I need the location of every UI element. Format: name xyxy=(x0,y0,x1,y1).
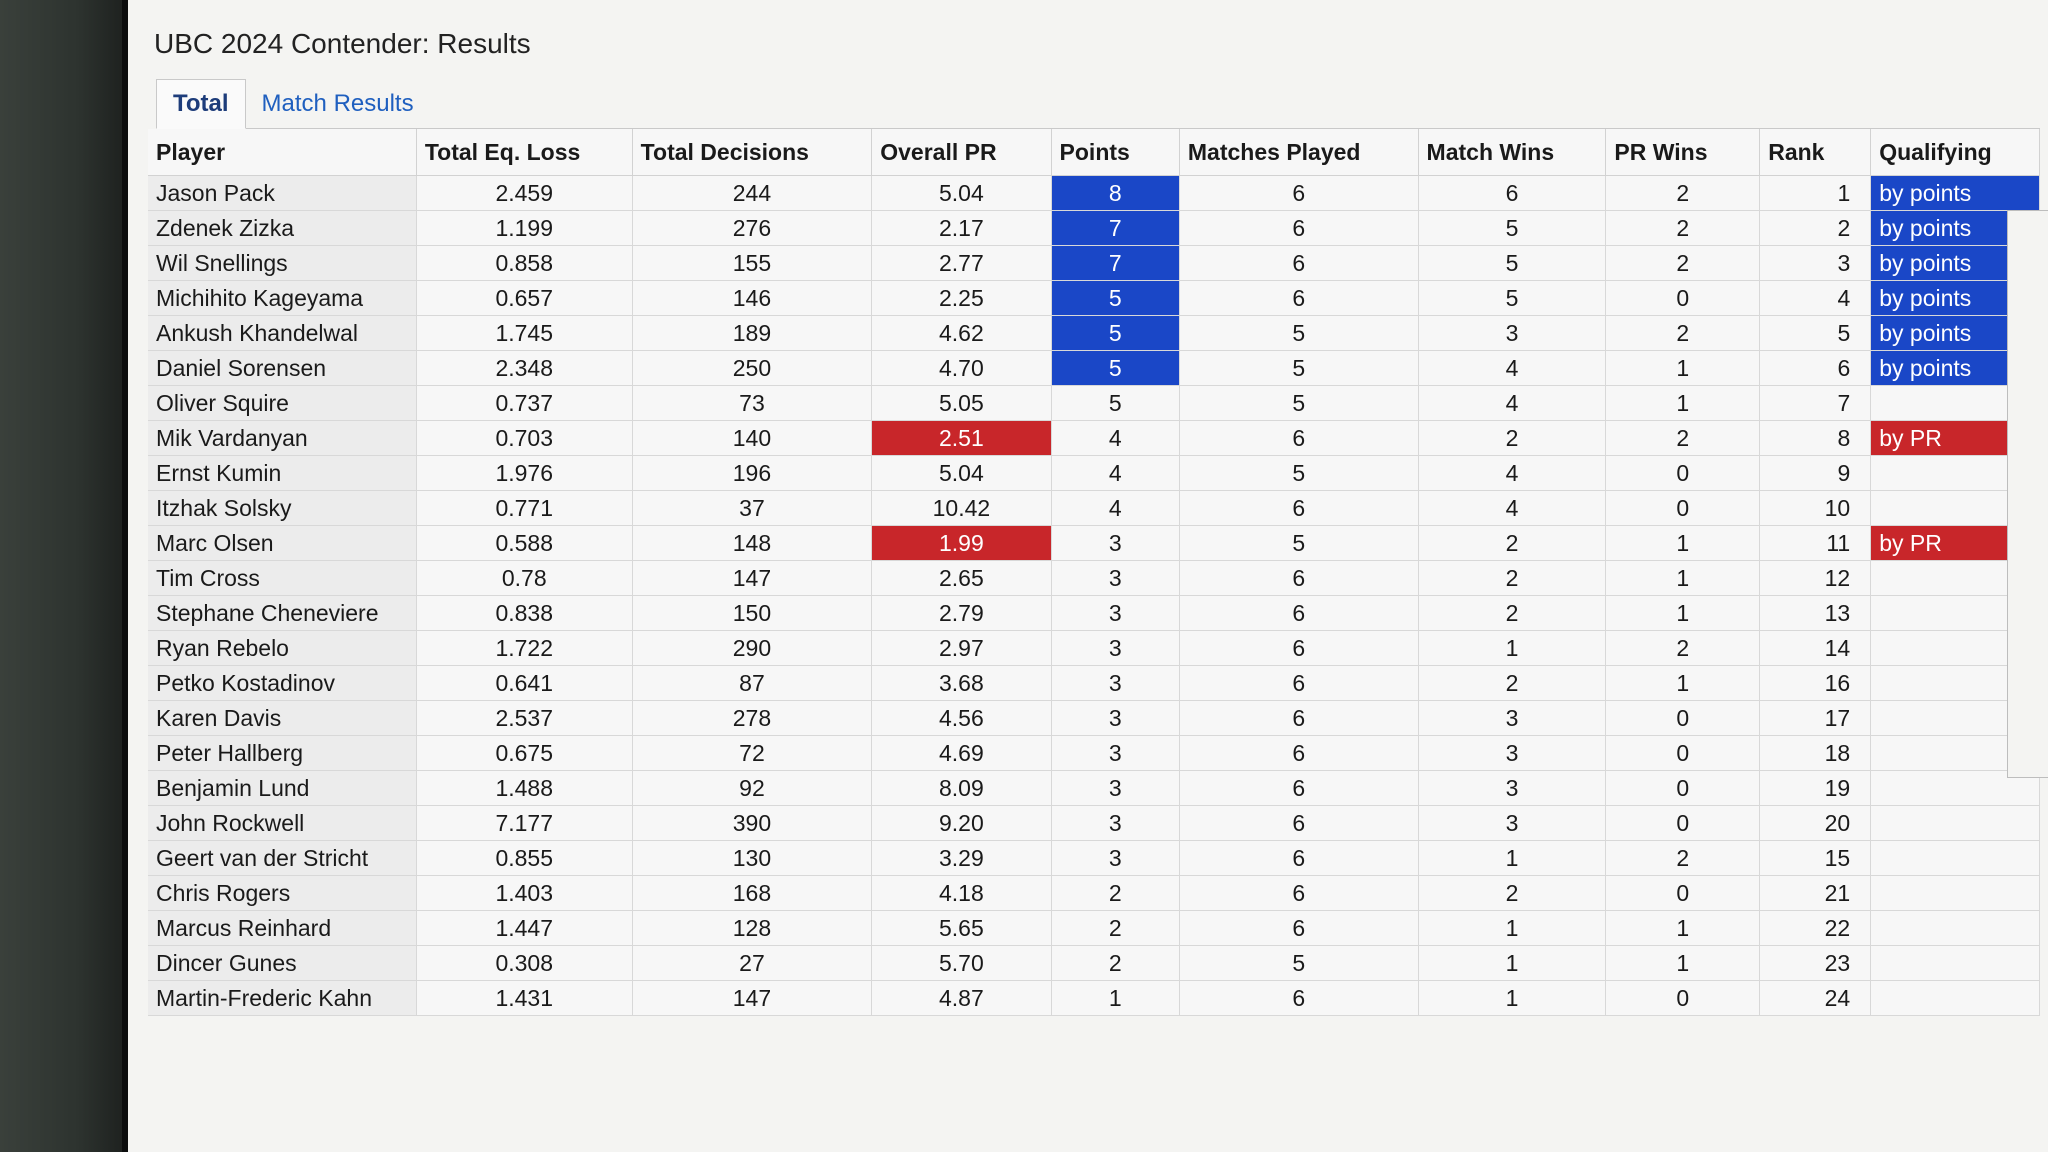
matches-played-cell: 5 xyxy=(1179,316,1418,351)
total-decisions-cell: 244 xyxy=(632,176,872,211)
pr-wins-cell: 2 xyxy=(1606,841,1760,876)
total-decisions-cell: 147 xyxy=(632,981,872,1016)
overall-pr-cell: 2.65 xyxy=(872,561,1051,596)
table-row[interactable] xyxy=(148,386,2040,421)
match-wins-cell: 4 xyxy=(1418,491,1606,526)
match-wins-cell: 2 xyxy=(1418,561,1606,596)
rank-cell: 20 xyxy=(1760,806,1871,841)
matches-played-cell: 5 xyxy=(1179,526,1418,561)
total-eq-loss-cell: 1.488 xyxy=(416,771,632,806)
qualifying-cell xyxy=(1871,806,2040,841)
points-cell: 3 xyxy=(1051,806,1179,841)
player-cell: Ryan Rebelo xyxy=(148,631,416,666)
rank-cell: 16 xyxy=(1760,666,1871,701)
overall-pr-cell: 3.29 xyxy=(872,841,1051,876)
rank-cell: 13 xyxy=(1760,596,1871,631)
qualifying-cell: by points xyxy=(1871,176,2040,211)
matches-played-cell: 5 xyxy=(1179,351,1418,386)
table-row[interactable] xyxy=(148,771,2040,806)
pr-wins-cell: 2 xyxy=(1606,176,1760,211)
overall-pr-cell: 2.25 xyxy=(872,281,1051,316)
player-cell: Chris Rogers xyxy=(148,876,416,911)
points-cell: 5 xyxy=(1051,386,1179,421)
rank-cell: 18 xyxy=(1760,736,1871,771)
pr-wins-cell: 1 xyxy=(1606,351,1760,386)
pr-wins-cell: 0 xyxy=(1606,876,1760,911)
total-eq-loss-cell: 0.855 xyxy=(416,841,632,876)
table-row[interactable] xyxy=(148,561,2040,596)
qualifying-cell: by points xyxy=(1871,351,2040,386)
total-eq-loss-cell: 1.447 xyxy=(416,911,632,946)
col-header-matches-played[interactable]: Matches Played xyxy=(1179,129,1418,176)
tab-bar xyxy=(156,74,2040,129)
pr-wins-cell: 1 xyxy=(1606,561,1760,596)
match-wins-cell: 2 xyxy=(1418,526,1606,561)
results-table xyxy=(148,129,2040,1016)
player-cell: Dincer Gunes xyxy=(148,946,416,981)
match-wins-cell: 2 xyxy=(1418,876,1606,911)
match-wins-cell: 2 xyxy=(1418,421,1606,456)
total-decisions-cell: 130 xyxy=(632,841,872,876)
points-cell: 3 xyxy=(1051,526,1179,561)
total-decisions-cell: 168 xyxy=(632,876,872,911)
player-cell: Daniel Sorensen xyxy=(148,351,416,386)
matches-played-cell: 6 xyxy=(1179,876,1418,911)
qualifying-cell xyxy=(1871,841,2040,876)
total-decisions-cell: 148 xyxy=(632,526,872,561)
matches-played-cell: 6 xyxy=(1179,246,1418,281)
page-title: UBC 2024 Contender: Results xyxy=(154,28,531,59)
player-cell: Wil Snellings xyxy=(148,246,416,281)
matches-played-cell: 5 xyxy=(1179,456,1418,491)
rank-cell: 9 xyxy=(1760,456,1871,491)
overall-pr-cell: 8.09 xyxy=(872,771,1051,806)
rank-cell: 15 xyxy=(1760,841,1871,876)
rank-cell: 17 xyxy=(1760,701,1871,736)
match-wins-cell: 2 xyxy=(1418,666,1606,701)
table-row[interactable] xyxy=(148,456,2040,491)
points-cell: 3 xyxy=(1051,771,1179,806)
table-row[interactable] xyxy=(148,246,2040,281)
qualifying-cell xyxy=(1871,911,2040,946)
player-cell: Marcus Reinhard xyxy=(148,911,416,946)
matches-played-cell: 6 xyxy=(1179,176,1418,211)
qualifying-cell xyxy=(1871,876,2040,911)
total-eq-loss-cell: 0.737 xyxy=(416,386,632,421)
monitor-bezel xyxy=(0,0,130,1152)
matches-played-cell: 6 xyxy=(1179,596,1418,631)
qualifying-cell: by PR xyxy=(1871,526,2040,561)
total-eq-loss-cell: 0.641 xyxy=(416,666,632,701)
pr-wins-cell: 2 xyxy=(1606,316,1760,351)
qualifying-cell xyxy=(1871,981,2040,1016)
qualifying-cell: by points xyxy=(1871,316,2040,351)
player-cell: Jason Pack xyxy=(148,176,416,211)
rank-cell: 14 xyxy=(1760,631,1871,666)
total-decisions-cell: 290 xyxy=(632,631,872,666)
total-decisions-cell: 92 xyxy=(632,771,872,806)
player-cell: Stephane Cheneviere xyxy=(148,596,416,631)
total-eq-loss-cell: 0.703 xyxy=(416,421,632,456)
points-cell: 5 xyxy=(1051,351,1179,386)
match-wins-cell: 1 xyxy=(1418,841,1606,876)
player-cell: Itzhak Solsky xyxy=(148,491,416,526)
player-cell: Oliver Squire xyxy=(148,386,416,421)
rank-cell: 6 xyxy=(1760,351,1871,386)
points-cell: 8 xyxy=(1051,176,1179,211)
overall-pr-cell: 4.70 xyxy=(872,351,1051,386)
rank-cell: 2 xyxy=(1760,211,1871,246)
total-decisions-cell: 72 xyxy=(632,736,872,771)
results-sheet xyxy=(140,18,2040,1016)
pr-wins-cell: 1 xyxy=(1606,666,1760,701)
overall-pr-cell: 5.65 xyxy=(872,911,1051,946)
rank-cell: 4 xyxy=(1760,281,1871,316)
tab-match-results[interactable]: Match Results xyxy=(261,90,414,117)
overall-pr-cell: 4.56 xyxy=(872,701,1051,736)
overall-pr-cell: 2.77 xyxy=(872,246,1051,281)
points-cell: 3 xyxy=(1051,736,1179,771)
pr-wins-cell: 0 xyxy=(1606,491,1760,526)
table-row[interactable] xyxy=(148,806,2040,841)
rank-cell: 21 xyxy=(1760,876,1871,911)
total-decisions-cell: 27 xyxy=(632,946,872,981)
side-panel-edge xyxy=(2007,210,2048,778)
overall-pr-cell: 4.62 xyxy=(872,316,1051,351)
matches-played-cell: 6 xyxy=(1179,281,1418,316)
table-row[interactable] xyxy=(148,666,2040,701)
overall-pr-cell: 5.70 xyxy=(872,946,1051,981)
matches-played-cell: 6 xyxy=(1179,561,1418,596)
match-wins-cell: 5 xyxy=(1418,211,1606,246)
pr-wins-cell: 2 xyxy=(1606,211,1760,246)
match-wins-cell: 4 xyxy=(1418,386,1606,421)
player-cell: John Rockwell xyxy=(148,806,416,841)
total-decisions-cell: 146 xyxy=(632,281,872,316)
total-decisions-cell: 196 xyxy=(632,456,872,491)
rank-cell: 22 xyxy=(1760,911,1871,946)
table-row[interactable] xyxy=(148,911,2040,946)
pr-wins-cell: 1 xyxy=(1606,946,1760,981)
col-header-match-wins[interactable]: Match Wins xyxy=(1418,129,1606,176)
total-decisions-cell: 150 xyxy=(632,596,872,631)
total-decisions-cell: 250 xyxy=(632,351,872,386)
points-cell: 4 xyxy=(1051,491,1179,526)
table-row[interactable] xyxy=(148,596,2040,631)
player-cell: Tim Cross xyxy=(148,561,416,596)
total-eq-loss-cell: 2.537 xyxy=(416,701,632,736)
total-decisions-cell: 155 xyxy=(632,246,872,281)
matches-played-cell: 6 xyxy=(1179,736,1418,771)
matches-played-cell: 6 xyxy=(1179,211,1418,246)
matches-played-cell: 5 xyxy=(1179,386,1418,421)
overall-pr-cell: 1.99 xyxy=(872,526,1051,561)
player-cell: Geert van der Stricht xyxy=(148,841,416,876)
total-eq-loss-cell: 0.838 xyxy=(416,596,632,631)
rank-cell: 11 xyxy=(1760,526,1871,561)
match-wins-cell: 2 xyxy=(1418,596,1606,631)
pr-wins-cell: 0 xyxy=(1606,736,1760,771)
total-decisions-cell: 390 xyxy=(632,806,872,841)
total-decisions-cell: 87 xyxy=(632,666,872,701)
points-cell: 1 xyxy=(1051,981,1179,1016)
player-cell: Michihito Kageyama xyxy=(148,281,416,316)
player-cell: Zdenek Zizka xyxy=(148,211,416,246)
table-row[interactable] xyxy=(148,876,2040,911)
match-wins-cell: 3 xyxy=(1418,316,1606,351)
total-decisions-cell: 128 xyxy=(632,911,872,946)
pr-wins-cell: 0 xyxy=(1606,281,1760,316)
total-eq-loss-cell: 1.431 xyxy=(416,981,632,1016)
matches-played-cell: 5 xyxy=(1179,946,1418,981)
match-wins-cell: 1 xyxy=(1418,946,1606,981)
matches-played-cell: 6 xyxy=(1179,666,1418,701)
total-eq-loss-cell: 7.177 xyxy=(416,806,632,841)
total-decisions-cell: 140 xyxy=(632,421,872,456)
pr-wins-cell: 0 xyxy=(1606,456,1760,491)
player-cell: Benjamin Lund xyxy=(148,771,416,806)
table-row[interactable] xyxy=(148,491,2040,526)
rank-cell: 3 xyxy=(1760,246,1871,281)
tab-total[interactable]: Total xyxy=(156,79,246,129)
pr-wins-cell: 1 xyxy=(1606,596,1760,631)
overall-pr-cell: 3.68 xyxy=(872,666,1051,701)
pr-wins-cell: 2 xyxy=(1606,246,1760,281)
points-cell: 3 xyxy=(1051,631,1179,666)
rank-cell: 7 xyxy=(1760,386,1871,421)
table-row[interactable] xyxy=(148,176,2040,211)
pr-wins-cell: 1 xyxy=(1606,526,1760,561)
points-cell: 3 xyxy=(1051,701,1179,736)
qualifying-cell: by PR xyxy=(1871,421,2040,456)
col-header-points[interactable]: Points xyxy=(1051,129,1179,176)
table-row[interactable] xyxy=(148,351,2040,386)
pr-wins-cell: 0 xyxy=(1606,806,1760,841)
match-wins-cell: 3 xyxy=(1418,806,1606,841)
total-eq-loss-cell: 1.976 xyxy=(416,456,632,491)
matches-played-cell: 6 xyxy=(1179,631,1418,666)
player-cell: Marc Olsen xyxy=(148,526,416,561)
qualifying-cell xyxy=(1871,946,2040,981)
overall-pr-cell: 4.87 xyxy=(872,981,1051,1016)
overall-pr-cell: 5.04 xyxy=(872,176,1051,211)
match-wins-cell: 5 xyxy=(1418,246,1606,281)
player-cell: Karen Davis xyxy=(148,701,416,736)
total-decisions-cell: 189 xyxy=(632,316,872,351)
points-cell: 3 xyxy=(1051,596,1179,631)
overall-pr-cell: 2.51 xyxy=(872,421,1051,456)
overall-pr-cell: 2.79 xyxy=(872,596,1051,631)
total-eq-loss-cell: 0.675 xyxy=(416,736,632,771)
total-eq-loss-cell: 2.459 xyxy=(416,176,632,211)
overall-pr-cell: 5.04 xyxy=(872,456,1051,491)
total-decisions-cell: 37 xyxy=(632,491,872,526)
rank-cell: 1 xyxy=(1760,176,1871,211)
match-wins-cell: 4 xyxy=(1418,456,1606,491)
table-row[interactable] xyxy=(148,701,2040,736)
match-wins-cell: 1 xyxy=(1418,981,1606,1016)
total-decisions-cell: 278 xyxy=(632,701,872,736)
total-decisions-cell: 73 xyxy=(632,386,872,421)
match-wins-cell: 1 xyxy=(1418,631,1606,666)
rank-cell: 24 xyxy=(1760,981,1871,1016)
total-eq-loss-cell: 0.78 xyxy=(416,561,632,596)
points-cell: 4 xyxy=(1051,456,1179,491)
points-cell: 3 xyxy=(1051,841,1179,876)
points-cell: 3 xyxy=(1051,666,1179,701)
table-body xyxy=(148,176,2040,1016)
col-header-rank[interactable]: Rank xyxy=(1760,129,1871,176)
rank-cell: 10 xyxy=(1760,491,1871,526)
rank-cell: 12 xyxy=(1760,561,1871,596)
table-row[interactable] xyxy=(148,736,2040,771)
points-cell: 2 xyxy=(1051,911,1179,946)
match-wins-cell: 6 xyxy=(1418,176,1606,211)
pr-wins-cell: 2 xyxy=(1606,421,1760,456)
rank-cell: 5 xyxy=(1760,316,1871,351)
rank-cell: 19 xyxy=(1760,771,1871,806)
player-cell: Martin-Frederic Kahn xyxy=(148,981,416,1016)
player-cell: Peter Hallberg xyxy=(148,736,416,771)
total-eq-loss-cell: 2.348 xyxy=(416,351,632,386)
total-decisions-cell: 147 xyxy=(632,561,872,596)
player-cell: Ernst Kumin xyxy=(148,456,416,491)
col-header-qualifying[interactable]: Qualifying xyxy=(1871,129,2040,176)
table-row[interactable] xyxy=(148,946,2040,981)
pr-wins-cell: 0 xyxy=(1606,701,1760,736)
overall-pr-cell: 4.18 xyxy=(872,876,1051,911)
matches-played-cell: 6 xyxy=(1179,806,1418,841)
pr-wins-cell: 0 xyxy=(1606,981,1760,1016)
qualifying-cell: by points xyxy=(1871,246,2040,281)
table-row[interactable] xyxy=(148,841,2040,876)
points-cell: 2 xyxy=(1051,946,1179,981)
total-eq-loss-cell: 1.403 xyxy=(416,876,632,911)
matches-played-cell: 6 xyxy=(1179,841,1418,876)
col-header-total-eq-loss[interactable]: Total Eq. Loss xyxy=(416,129,632,176)
table-row[interactable] xyxy=(148,526,2040,561)
matches-played-cell: 6 xyxy=(1179,701,1418,736)
screen xyxy=(122,0,2048,1152)
table-row[interactable] xyxy=(148,631,2040,666)
matches-played-cell: 6 xyxy=(1179,421,1418,456)
qualifying-cell: by points xyxy=(1871,281,2040,316)
col-header-pr-wins[interactable]: PR Wins xyxy=(1606,129,1760,176)
match-wins-cell: 3 xyxy=(1418,701,1606,736)
col-header-total-decisions[interactable]: Total Decisions xyxy=(632,129,872,176)
match-wins-cell: 1 xyxy=(1418,911,1606,946)
pr-wins-cell: 2 xyxy=(1606,631,1760,666)
total-eq-loss-cell: 1.745 xyxy=(416,316,632,351)
player-cell: Ankush Khandelwal xyxy=(148,316,416,351)
match-wins-cell: 3 xyxy=(1418,736,1606,771)
table-row[interactable] xyxy=(148,981,2040,1016)
overall-pr-cell: 5.05 xyxy=(872,386,1051,421)
total-decisions-cell: 276 xyxy=(632,211,872,246)
matches-played-cell: 6 xyxy=(1179,771,1418,806)
overall-pr-cell: 2.17 xyxy=(872,211,1051,246)
col-header-player[interactable]: Player xyxy=(148,129,416,176)
total-eq-loss-cell: 0.308 xyxy=(416,946,632,981)
match-wins-cell: 3 xyxy=(1418,771,1606,806)
table-row[interactable] xyxy=(148,316,2040,351)
overall-pr-cell: 10.42 xyxy=(872,491,1051,526)
total-eq-loss-cell: 1.199 xyxy=(416,211,632,246)
col-header-overall-pr[interactable]: Overall PR xyxy=(872,129,1051,176)
total-eq-loss-cell: 0.657 xyxy=(416,281,632,316)
points-cell: 7 xyxy=(1051,211,1179,246)
overall-pr-cell: 2.97 xyxy=(872,631,1051,666)
points-cell: 5 xyxy=(1051,316,1179,351)
total-eq-loss-cell: 0.771 xyxy=(416,491,632,526)
overall-pr-cell: 9.20 xyxy=(872,806,1051,841)
qualifying-cell: by points xyxy=(1871,211,2040,246)
points-cell: 7 xyxy=(1051,246,1179,281)
rank-cell: 8 xyxy=(1760,421,1871,456)
table-row[interactable] xyxy=(148,211,2040,246)
pr-wins-cell: 1 xyxy=(1606,911,1760,946)
player-cell: Mik Vardanyan xyxy=(148,421,416,456)
pr-wins-cell: 1 xyxy=(1606,386,1760,421)
points-cell: 3 xyxy=(1051,561,1179,596)
points-cell: 4 xyxy=(1051,421,1179,456)
match-wins-cell: 5 xyxy=(1418,281,1606,316)
total-eq-loss-cell: 0.588 xyxy=(416,526,632,561)
table-row[interactable] xyxy=(148,421,2040,456)
matches-played-cell: 6 xyxy=(1179,491,1418,526)
rank-cell: 23 xyxy=(1760,946,1871,981)
total-eq-loss-cell: 1.722 xyxy=(416,631,632,666)
matches-played-cell: 6 xyxy=(1179,911,1418,946)
points-cell: 5 xyxy=(1051,281,1179,316)
matches-played-cell: 6 xyxy=(1179,981,1418,1016)
match-wins-cell: 4 xyxy=(1418,351,1606,386)
total-eq-loss-cell: 0.858 xyxy=(416,246,632,281)
overall-pr-cell: 4.69 xyxy=(872,736,1051,771)
pr-wins-cell: 0 xyxy=(1606,771,1760,806)
header-row xyxy=(148,129,2040,176)
player-cell: Petko Kostadinov xyxy=(148,666,416,701)
table-row[interactable] xyxy=(148,281,2040,316)
points-cell: 2 xyxy=(1051,876,1179,911)
